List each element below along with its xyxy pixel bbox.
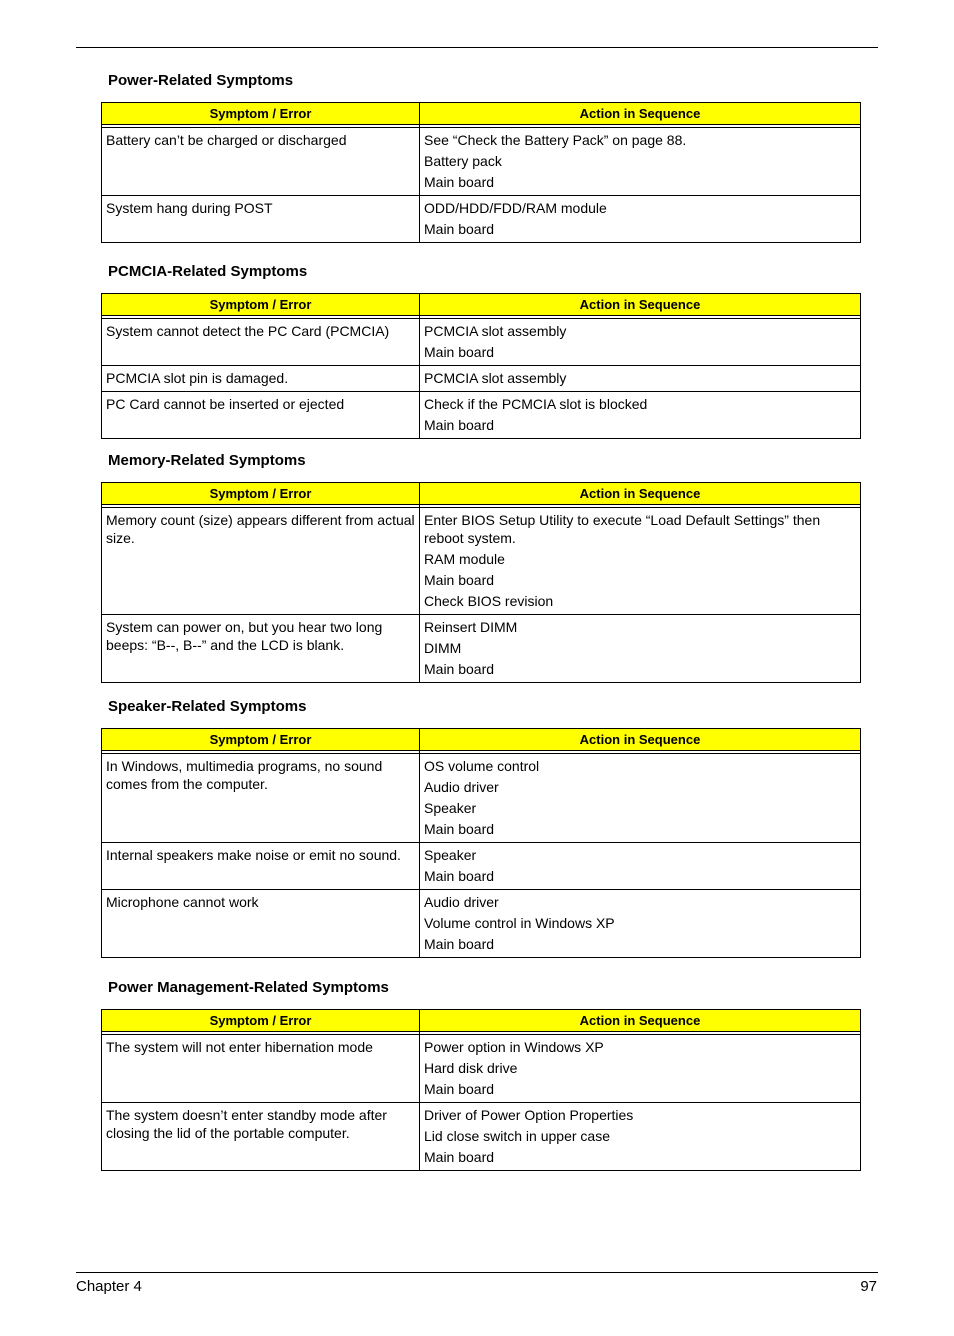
action-item: Main board: [424, 417, 495, 433]
section-0: [101, 70, 861, 243]
symptom-cell: System can power on, but you hear two long beeps: “B--, B--” and the LCD is blank.: [102, 615, 420, 682]
action-item: RAM module: [424, 551, 505, 567]
table-row: [102, 1103, 860, 1170]
action-item: OS volume control: [424, 758, 540, 774]
symptom-cell: Memory count (size) appears different from actual size.: [102, 508, 420, 615]
action-item: ODD/HDD/FDD/RAM module: [424, 200, 607, 216]
table-header-row: [102, 294, 860, 316]
action-item: Battery pack: [424, 153, 502, 169]
action-item: Hard disk drive: [424, 1060, 518, 1076]
symptom-cell: Microphone cannot work: [102, 890, 420, 957]
footer-page-number: 97: [860, 1278, 877, 1295]
action-item: Power option in Windows XP: [424, 1039, 604, 1055]
action-cell: [420, 128, 860, 196]
table-row: [102, 615, 860, 682]
symptom-cell: Battery can’t be charged or discharged: [102, 128, 420, 196]
action-item: Main board: [424, 174, 495, 190]
action-item: Check if the PCMCIA slot is blocked: [424, 396, 648, 412]
action-item: Main board: [424, 868, 495, 884]
symptom-cell: Internal speakers make noise or emit no sound.: [102, 843, 420, 890]
action-item: Speaker: [424, 847, 477, 863]
column-header-action: Action in Sequence: [420, 103, 860, 125]
table-row: [102, 890, 860, 957]
column-header-action: Action in Sequence: [420, 729, 860, 751]
column-header-action: Action in Sequence: [420, 1010, 860, 1032]
action-cell: [420, 319, 860, 366]
symptom-cell: In Windows, multimedia programs, no sound comes from the computer.: [102, 754, 420, 843]
table-header-row: [102, 483, 860, 505]
symptom-cell: System hang during POST: [102, 196, 420, 242]
table-row: [102, 392, 860, 438]
action-item: Check BIOS revision: [424, 593, 554, 609]
action-item: See “Check the Battery Pack” on page 88.: [424, 132, 687, 148]
column-header-symptom: Symptom / Error: [102, 729, 420, 751]
section-3: [101, 696, 861, 958]
action-cell: [420, 508, 860, 615]
action-cell: [420, 754, 860, 843]
action-item: Main board: [424, 221, 495, 237]
symptom-table: [101, 728, 861, 958]
table-row: [102, 508, 860, 615]
table-header-row: [102, 103, 860, 125]
action-item: Audio driver: [424, 894, 499, 910]
section-title: Power-Related Symptoms: [108, 72, 294, 89]
action-item: Lid close switch in upper case: [424, 1128, 610, 1144]
table-row: [102, 1035, 860, 1103]
section-2: [101, 450, 861, 683]
action-item: Main board: [424, 821, 495, 837]
table-row: [102, 754, 860, 843]
action-cell: [420, 1103, 860, 1170]
table-header-row: [102, 729, 860, 751]
table-row: [102, 366, 860, 392]
symptom-cell: The system doesn’t enter standby mode after closing the lid of the portable computer.: [102, 1103, 420, 1170]
table-row: [102, 843, 860, 890]
action-cell: [420, 843, 860, 890]
footer-rule: [76, 1272, 878, 1273]
section-title: Power Management-Related Symptoms: [108, 979, 389, 996]
footer-chapter: Chapter 4: [76, 1278, 142, 1295]
action-item: Main board: [424, 572, 495, 588]
table-row: [102, 319, 860, 366]
column-header-symptom: Symptom / Error: [102, 1010, 420, 1032]
action-item: Audio driver: [424, 779, 499, 795]
header-rule: [76, 47, 878, 48]
action-cell: [420, 615, 860, 682]
column-header-action: Action in Sequence: [420, 483, 860, 505]
action-item: Reinsert DIMM: [424, 619, 518, 635]
column-header-symptom: Symptom / Error: [102, 294, 420, 316]
symptom-cell: PC Card cannot be inserted or ejected: [102, 392, 420, 438]
symptom-table: [101, 1009, 861, 1171]
action-item: Main board: [424, 661, 495, 677]
action-item: Driver of Power Option Properties: [424, 1107, 634, 1123]
symptom-cell: PCMCIA slot pin is damaged.: [102, 366, 420, 392]
section-title: Memory-Related Symptoms: [108, 452, 306, 469]
action-item: PCMCIA slot assembly: [424, 370, 567, 386]
action-item: Main board: [424, 936, 495, 952]
section-1: [101, 261, 861, 439]
action-item: Main board: [424, 1149, 495, 1165]
action-cell: [420, 366, 860, 392]
column-header-symptom: Symptom / Error: [102, 103, 420, 125]
action-cell: [420, 196, 860, 242]
symptom-cell: System cannot detect the PC Card (PCMCIA): [102, 319, 420, 366]
action-item: Main board: [424, 344, 495, 360]
section-title: Speaker-Related Symptoms: [108, 698, 307, 715]
action-item: Speaker: [424, 800, 477, 816]
column-header-action: Action in Sequence: [420, 294, 860, 316]
action-cell: [420, 1035, 860, 1103]
symptom-table: [101, 102, 861, 243]
action-item: PCMCIA slot assembly: [424, 323, 567, 339]
symptom-cell: The system will not enter hibernation mode: [102, 1035, 420, 1103]
action-item: Volume control in Windows XP: [424, 915, 615, 931]
section-title: PCMCIA-Related Symptoms: [108, 263, 308, 280]
symptom-table: [101, 293, 861, 439]
table-header-row: [102, 1010, 860, 1032]
action-cell: [420, 392, 860, 438]
action-item: Main board: [424, 1081, 495, 1097]
action-cell: [420, 890, 860, 957]
column-header-symptom: Symptom / Error: [102, 483, 420, 505]
section-4: [101, 977, 861, 1171]
symptom-table: [101, 482, 861, 683]
table-row: [102, 196, 860, 242]
table-row: [102, 128, 860, 196]
action-item: Enter BIOS Setup Utility to execute “Load Default Settings” then reboot system.: [424, 512, 821, 546]
action-item: DIMM: [424, 640, 462, 656]
